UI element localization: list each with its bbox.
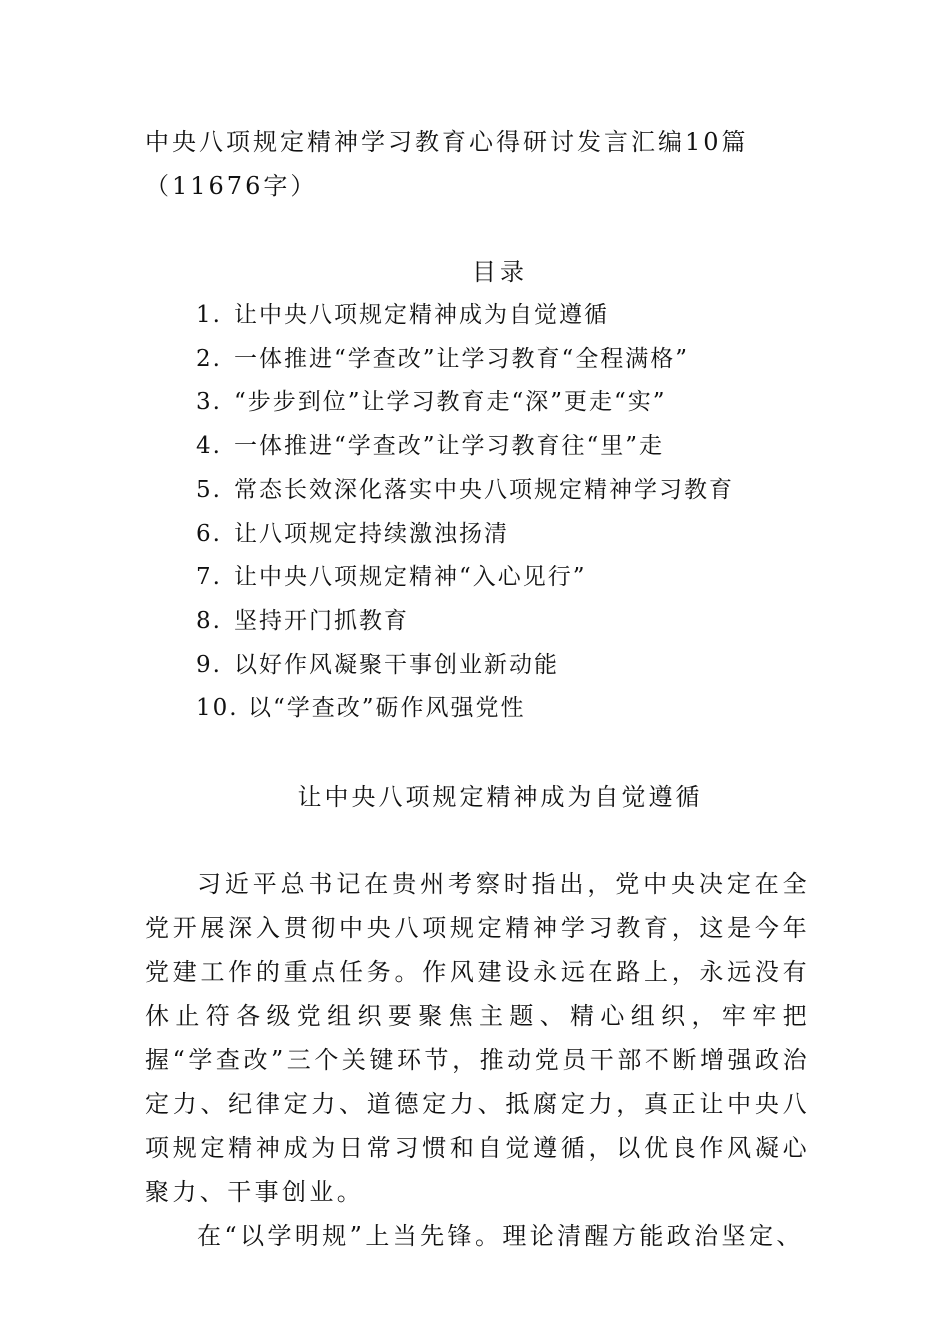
toc-item-10[interactable] bbox=[196, 687, 816, 731]
toc-item-5[interactable] bbox=[196, 469, 816, 513]
toc-item-label: 坚持开门抓教育 bbox=[234, 607, 409, 634]
toc-item-number: 9. bbox=[196, 651, 222, 678]
toc-item-2[interactable] bbox=[196, 338, 816, 382]
section-title: 让中央八项规定精神成为自觉遵循 bbox=[297, 783, 703, 811]
toc-item-3[interactable] bbox=[196, 381, 816, 425]
toc-item-number: 6. bbox=[196, 520, 222, 547]
toc-item-8[interactable] bbox=[196, 600, 816, 644]
toc-heading: 目录 bbox=[472, 258, 528, 286]
body-text bbox=[145, 862, 810, 1258]
toc-item-6[interactable] bbox=[196, 513, 816, 557]
toc-item-7[interactable] bbox=[196, 556, 816, 600]
toc-item-label: 让八项规定持续激浊扬清 bbox=[234, 520, 509, 547]
document-title: 中央八项规定精神学习教育心得研讨发言汇编10篇（11676字） bbox=[145, 128, 749, 200]
toc-item-4[interactable] bbox=[196, 425, 816, 469]
toc-item-number: 10. bbox=[196, 695, 239, 722]
toc-item-9[interactable] bbox=[196, 644, 816, 688]
toc-item-label: 以“学查改”砺作风强党性 bbox=[248, 695, 526, 722]
toc-item-number: 5. bbox=[196, 476, 222, 503]
toc-item-number: 1. bbox=[196, 302, 222, 328]
toc-item-number: 3. bbox=[196, 389, 222, 416]
toc-item-label: 一体推进“学查改”让学习教育“全程满格” bbox=[234, 345, 690, 372]
body-paragraph: 在“以学明规”上当先锋。理论清醒方能政治坚定、 bbox=[197, 1222, 804, 1250]
toc-item-label: 以好作风凝聚干事创业新动能 bbox=[234, 651, 559, 678]
toc-item-number: 8. bbox=[196, 607, 222, 634]
toc-item-label: “步步到位”让学习教育走“深”更走“实” bbox=[234, 389, 667, 416]
toc-item-label: 一体推进“学查改”让学习教育往“里”走 bbox=[234, 433, 665, 460]
toc-item-number: 4. bbox=[196, 433, 222, 460]
toc-item-number: 2. bbox=[196, 345, 222, 372]
toc-item-label: 常态长效深化落实中央八项规定精神学习教育 bbox=[234, 476, 734, 503]
toc-item-label: 让中央八项规定精神“入心见行” bbox=[234, 564, 587, 591]
toc-item-label: 让中央八项规定精神成为自觉遵循 bbox=[234, 302, 609, 328]
toc-item-number: 7. bbox=[196, 564, 222, 591]
table-of-contents bbox=[196, 294, 816, 731]
toc-item-1[interactable] bbox=[196, 294, 816, 338]
body-paragraph: 习近平总书记在贵州考察时指出，党中央决定在全党开展深入贯彻中央八项规定精神学习教育，这是今年党建工作的重点任务。作风建设永远在路上，永远没有休止符各级党组织要聚焦主题、精心组织，牢牢把握“学查改”三个关键环节，推动党员干部不断增强政治定力、纪律定力、道德定力、抵腐定力，真正让中央八项规定精神成为日常习惯和自觉遵循，以优良作风凝心聚力、干事创业。 bbox=[145, 870, 810, 1206]
